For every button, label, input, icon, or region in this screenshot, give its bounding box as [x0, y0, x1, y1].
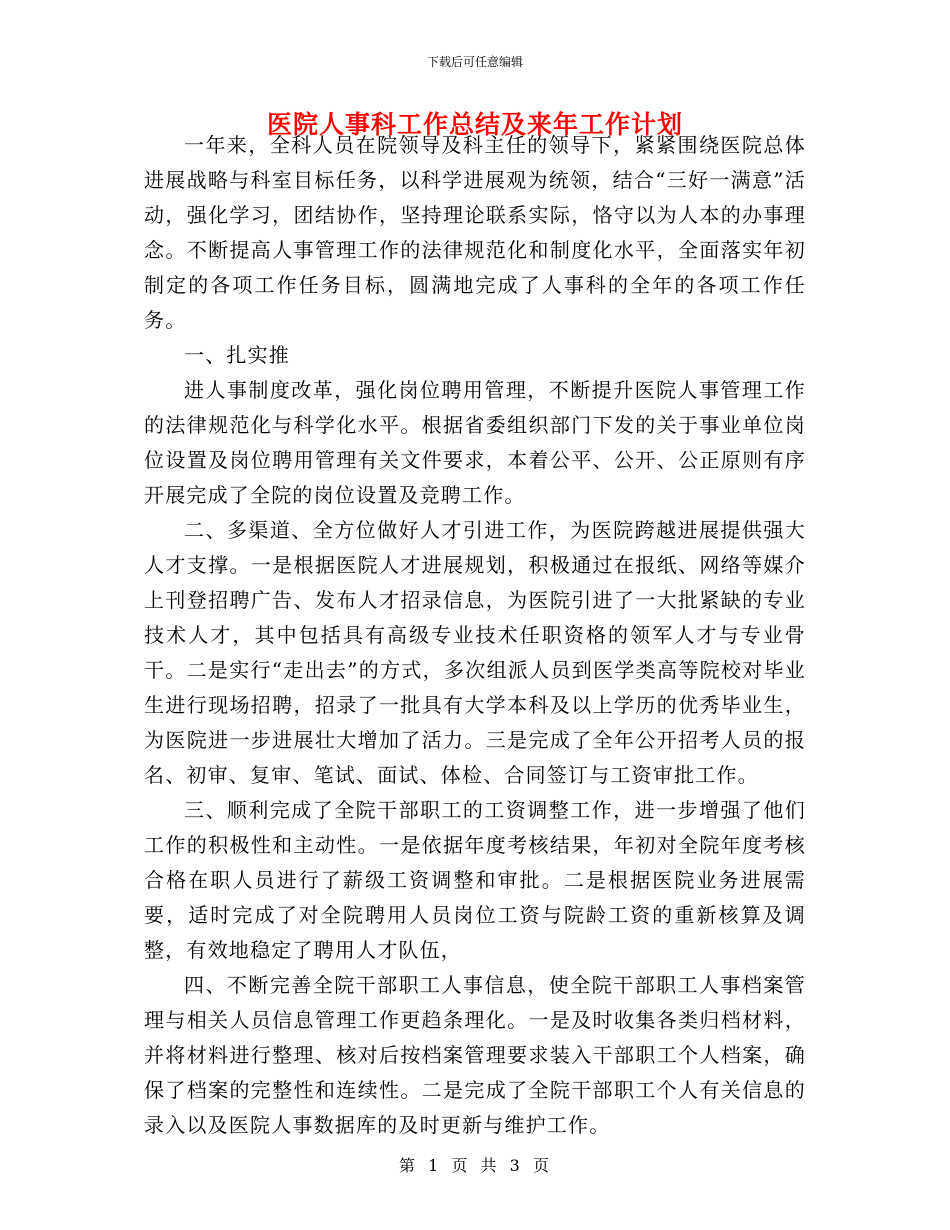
paragraph-section-3: 三、顺利完成了全院干部职工的工资调整工作，进一步增强了他们工作的积极性和主动性。一是依据年度考核结果，年初对全院年度考核合格在职人员进行了薪级工资调整和审批。二是根据医院业务进展需要，适时完成了对全院聘用人员岗位工资与院龄工资的重新核算及调整，有效地稳定了聘用人才队伍， [144, 798, 806, 962]
paragraph-section-1-heading: 一、扎实推 [184, 343, 290, 367]
document-body [144, 128, 806, 1143]
footer-total-unit: 页 [532, 1156, 551, 1175]
footer-current-page: 1 [428, 1156, 441, 1175]
paragraph-intro: 一年来，全科人员在院领导及科主任的领导下，紧紧围绕医院总体进展战略与科室目标任务，以科学进展观为统领，结合“三好一满意”活动，强化学习，团结协作，坚持理论联系实际，恪守以为人本的办事理念。不断提高人事管理工作的法律规范化和制度化水平，全面落实年初制定的各项工作任务目标，圆满地完成了人事科的全年的各项工作任务。 [144, 133, 806, 332]
footer-prefix: 第 [399, 1156, 418, 1175]
paragraph-section-1: 进人事制度改革，强化岗位聘用管理，不断提升医院人事管理工作的法律规范化与科学化水平。根据省委组织部门下发的关于事业单位岗位设置及岗位聘用管理有关文件要求，本着公平、公开、公正原则有序开展完成了全院的岗位设置及竞聘工作。 [144, 378, 806, 507]
page-footer [0, 1155, 950, 1177]
document-title: 医院人事科工作总结及来年工作计划 [266, 110, 683, 139]
footer-page-unit: 页 [451, 1156, 470, 1175]
footer-total-label: 共 [480, 1156, 499, 1175]
paragraph-section-2: 二、多渠道、全方位做好人才引进工作，为医院跨越进展提供强大人才支撑。一是根据医院人才进展规划，积极通过在报纸、网络等媒介上刊登招聘广告、发布人才招录信息，为医院引进了一大批紧缺的专业技术人才，其中包括具有高级专业技术任职资格的领军人才与专业骨干。二是实行“走出去”的方式，多次组派人员到医学类高等院校对毕业生进行现场招聘，招录了一批具有大学本科及以上学历的优秀毕业生，为医院进一步进展壮大增加了活力。三是完成了全年公开招考人员的报名、初审、复审、笔试、面试、体检、合同签订与工资审批工作。 [144, 518, 806, 787]
paragraph-section-4: 四、不断完善全院干部职工人事信息，使全院干部职工人事档案管理与相关人员信息管理工作更趋条理化。一是及时收集各类归档材料，并将材料进行整理、核对后按档案管理要求装入干部职工个人档案，确保了档案的完整性和连续性。二是完成了全院干部职工个人有关信息的录入以及医院人事数据库的及时更新与维护工作。 [144, 973, 806, 1137]
header-note: 下载后可任意编辑 [426, 55, 523, 69]
footer-total-pages: 3 [509, 1156, 522, 1175]
